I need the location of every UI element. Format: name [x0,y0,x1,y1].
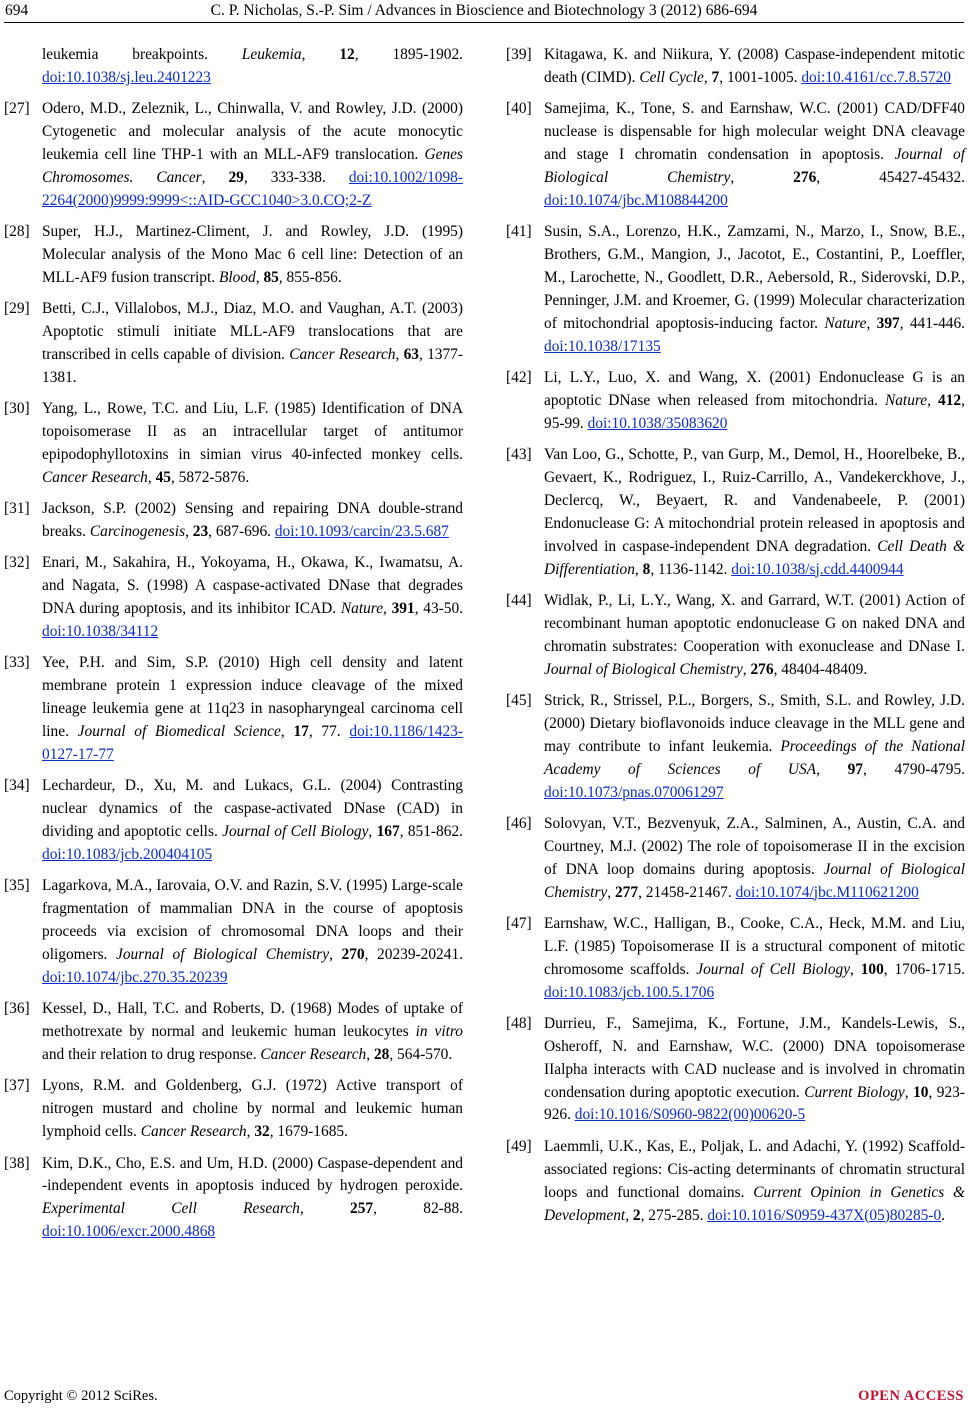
reference-text [42,652,463,767]
reference-text [42,298,463,390]
reference-text [544,590,965,682]
volume-number: 276 [750,660,774,678]
journal-title: Nature [340,600,384,618]
reference-item [4,221,463,290]
volume-number: 23 [192,523,209,541]
citation-text: , [185,523,193,541]
citation-text: , [201,168,229,186]
doi-link[interactable]: doi:10.1038/sj.cdd.4400944 [731,560,904,578]
reference-item [506,1136,965,1228]
citation-text: , 4790-4795. [862,760,965,778]
citation-text: , [625,1206,633,1224]
citation-text: , 77. [308,723,350,741]
journal-title: Cancer Research [289,346,396,364]
volume-number: 2 [632,1206,641,1224]
citation-text: Enari, M., Sakahira, H., Yokoyama, H., Okawa, K., Iwamatsu, A. and Nagata, S. (1998) A caspase-activated DNase that degrades DNA during apoptosis, and its inhibitor ICAD. [42,554,463,618]
citation-text: , 851-862. [399,823,463,841]
journal-title: Experimental Cell Research [42,1200,300,1218]
reference-item [4,1153,463,1245]
citation-text: Widlak, P., Li, L.Y., Wang, X. and Garrard, W.T. (2001) Action of recombinant human apoptotic endonuclease G on naked DNA and chromatin substrates: Cooperation with exonuclease and DNase I. [544,591,965,655]
reference-item [506,690,965,805]
reference-number: [31] [4,500,30,518]
reference-text [544,44,965,90]
citation-text: , [850,960,861,978]
volume-number: 397 [876,314,900,332]
citation-text: , [255,268,264,286]
doi-link[interactable]: doi:10.1038/34112 [42,623,159,641]
reference-number: [33] [4,654,30,672]
doi-link[interactable]: doi:10.1016/S0960-9822(00)00620-5 [574,1106,806,1124]
doi-link[interactable]: doi:10.1038/sj.leu.2401223 [42,68,211,86]
reference-number: [45] [506,691,532,709]
doi-link[interactable]: doi:10.1006/excr.2000.4868 [42,1223,216,1241]
citation-text: , [280,723,294,741]
citation-text: , 564-570. [389,1046,453,1064]
journal-title: Journal of Biological Chemistry [544,146,965,186]
volume-number: 8 [642,560,651,578]
citation-text: , [904,1083,914,1101]
citation-text: Durrieu, F., Samejima, K., Fortune, J.M., Kandels-Lewis, S., Osheroff, N. and Earnshaw, W.C. (2000) DNA topoisomerase IIalpha interacts with CAD nuclease and is involved in chromatin condensation during apoptotic execution. [544,1014,965,1101]
reference-text [42,1075,463,1144]
citation-text: , 1706-1715. [883,960,965,978]
reference-number: [27] [4,100,30,118]
citation-text: , 923-926. [544,1083,965,1124]
citation-text: , 1377-1381. [42,346,463,386]
doi-link[interactable]: doi:10.4161/cc.7.8.5720 [801,68,951,86]
doi-link[interactable]: doi:10.1083/jcb.200404105 [42,846,213,864]
citation-text: Lechardeur, D., Xu, M. and Lukacs, G.L. (2004) Contrasting nuclear dynamics of the caspase-activated DNase (CAD) in dividing and apoptotic cells. [42,777,463,841]
volume-number: 17 [293,723,309,741]
doi-link[interactable]: doi:10.1073/pnas.070061297 [544,783,724,801]
page-number: 694 [5,2,29,19]
copyright-notice: Copyright © 2012 SciRes. [4,1388,158,1404]
reference-item [4,875,463,990]
citation-text: , 687-696. [208,523,275,541]
citation-text: Kitagawa, K. and Niikura, Y. (2008) Caspase-independent mitotic death (CIMD). [544,46,965,86]
reference-number: [36] [4,1000,30,1018]
journal-title: Cancer Research [260,1046,367,1064]
reference-number: [35] [4,877,30,895]
reference-item [4,775,463,867]
citation-text: Odero, M.D., Zeleznik, L., Chinwalla, V. and Rowley, J.D. (2000) Cytogenetic and molecular analysis of the acute monocytic leukemia cell line THP-1 with an MLL-AF9 translocation. [42,100,463,164]
reference-text [544,913,965,1005]
reference-text [42,775,463,867]
doi-link[interactable]: doi:10.1038/35083620 [587,414,728,432]
citation-text: Laemmli, U.K., Kas, E., Poljak, L. and Adachi, Y. (1992) Scaffold-associated regions: Cis-acting determinants of chromatin structural loops and functional domains. [544,1137,965,1201]
citation-text: Susin, S.A., Lorenzo, H.K., Zamzami, N., Marzo, I., Snow, B.E., Brothers, G.M., Mangion, J., Jacotot, E., Costantini, P., Loeffler, M., Larochette, N., Goodlett, D.R., Aebersold, R., Siderovski, D.P., Penninger, J.M. and Kroemer, G. (1999) Molecular characterization of mitochondrial apoptosis-inducing factor. [544,223,965,332]
references-left-column [4,44,463,1253]
open-access-label: OPEN ACCESS [858,1388,964,1404]
volume-number: 270 [341,946,365,964]
volume-number: 32 [254,1123,270,1141]
volume-number: 97 [847,760,863,778]
volume-number: 276 [793,168,817,186]
citation-text: , [816,760,848,778]
citation-text: , [301,46,340,63]
citation-text: Samejima, K., Tone, S. and Earnshaw, W.C. (2001) CAD/DFF40 nuclease is dispensable for high molecular weight DNA cleavage and stage I chromatin condensation in apoptosis. [544,100,965,164]
doi-link[interactable]: doi:10.1074/jbc.M110621200 [735,883,919,901]
citation-text: , 275-285. [640,1206,708,1224]
journal-title: Cell Cycle [639,68,704,86]
citation-text: , [246,1123,255,1141]
citation-text: , 82-88. [373,1200,464,1218]
reference-text [544,98,965,213]
reference-number: [40] [506,100,532,118]
volume-number: 63 [403,346,419,364]
doi-link[interactable]: doi:10.1093/carcin/23.5.687 [274,523,449,541]
citation-text: , [634,560,643,578]
citation-text: , 855-856. [278,268,342,286]
reference-item [506,590,965,682]
citation-text: , [866,314,877,332]
citation-text: , 5872-5876. [170,468,250,486]
reference-number: [49] [506,1137,532,1155]
volume-number: 7 [711,68,720,86]
doi-link[interactable]: doi:10.1002/1098-2264(2000)9999:9999<::AID-GCC1040>3.0.CO;2-Z [42,168,463,209]
volume-number: 277 [614,883,639,901]
journal-title: Journal of Biomedical Science [77,723,281,741]
doi-link[interactable]: doi:10.1186/1423-0127-17-77 [42,723,463,764]
citation-text: , 21458-21467. [638,883,736,901]
citation-text: , [742,660,751,678]
journal-title: Proceedings of the National Academy of Sciences of USA [544,737,965,778]
journal-title: Blood [218,268,256,286]
reference-number: [43] [506,446,532,464]
citation-text: , [395,346,404,364]
reference-number: [29] [4,300,30,318]
citation-text: Jackson, S.P. (2002) Sensing and repairing DNA double-strand breaks. [42,500,463,541]
reference-text [42,498,463,544]
citation-text: , [927,391,939,409]
reference-item [4,998,463,1067]
reference-text [544,1013,965,1128]
citation-text: , 43-50. [414,600,464,618]
journal-title: Journal of Biological Chemistry [544,860,965,901]
citation-text: Yee, P.H. and Sim, S.P. (2010) High cell density and latent membrane protein 1 expression induce cleavage of the mixed lineage leukemia gene at 11q23 in nasopharyngeal carcinoma cell line. [42,654,463,741]
doi-link[interactable]: doi:10.1074/jbc.M108844200 [544,191,728,209]
journal-title: Cell Death & Differentiation [544,537,965,578]
reference-text [544,221,965,358]
citation-text: Kim, D.K., Cho, E.S. and Um, H.D. (2000) Caspase-dependent and -independent events in apoptosis induced by hydrogen peroxide. [42,1154,463,1195]
volume-number: 85 [263,268,279,286]
citation-text: , 48404-48409. [773,660,868,678]
citation-text: Lyons, R.M. and Goldenberg, G.J. (1972) Active transport of nitrogen mustard and choline by normal and leukemic human lymphoid cells. [42,1077,463,1141]
citation-text: , [366,1046,374,1064]
citation-text: , 1001-1005. [719,68,802,86]
journal-title: Journal of Biological Chemistry [544,660,743,678]
citation-text: Yang, L., Rowe, T.C. and Liu, L.F. (1985) Identification of DNA topoisomerase II as an intracellular target of antitumor epipodophyllotoxins in simian virus 40-infected monkey cells. [42,400,463,464]
journal-title: Current Biology [804,1083,905,1101]
reference-text [544,813,965,905]
citation-text: , [703,68,712,86]
reference-item [506,98,965,213]
citation-text: , 20239-20241. [364,946,463,964]
journal-title: Current Opinion in Genetics & Development [544,1183,965,1224]
citation-text: and their relation to drug response. [42,1046,261,1064]
reference-number: [32] [4,554,30,572]
journal-title: Nature [884,391,928,409]
journal-title: Journal of Cell Biology [696,960,851,978]
citation-text: , [730,168,794,186]
reference-item [506,1013,965,1128]
volume-number: 391 [391,600,415,618]
citation-text: , [329,946,342,964]
citation-text: , [607,883,615,901]
volume-number: 28 [373,1046,390,1064]
volume-number: 412 [938,391,962,409]
journal-title: Genes Chromosomes. Cancer [42,146,463,186]
citation-text: Kessel, D., Hall, T.C. and Roberts, D. (1968) Modes of uptake of methotrexate by normal and leukemic human leukocytes [42,1000,463,1041]
reference-text [42,221,463,290]
reference-number: [44] [506,591,532,609]
citation-text: , 1136-1142. [650,560,732,578]
citation-text: , [368,823,377,841]
reference-item [4,1075,463,1144]
reference-item [4,44,463,90]
reference-item [506,367,965,436]
reference-text [544,690,965,805]
reference-item [4,652,463,767]
reference-text [544,367,965,436]
citation-text: Earnshaw, W.C., Halligan, B., Cooke, C.A., Heck, M.M. and Liu, L.F. (1985) Topoisomerase II is a structural component of mitotic chromosome scaffolds. [544,914,965,978]
reference-item [4,498,463,544]
reference-item [506,813,965,905]
reference-number: [41] [506,223,532,241]
journal-title: Cancer Research [140,1123,247,1141]
reference-item [506,913,965,1005]
doi-link[interactable]: doi:10.1074/jbc.270.35.20239 [42,969,228,987]
volume-number: 45 [155,468,171,486]
reference-text [42,552,463,644]
doi-link[interactable]: doi:10.1016/S0959-437X(05)80285-0 [707,1206,942,1224]
running-title: C. P. Nicholas, S.-P. Sim / Advances in Bioscience and Biotechnology 3 (2012) 686-694 [210,2,758,19]
reference-number: [48] [506,1014,532,1032]
volume-number: 12 [339,46,355,63]
reference-text [42,44,463,90]
journal-title: Cancer Research [42,468,148,486]
reference-number: [30] [4,400,30,418]
reference-number: [38] [4,1154,30,1172]
reference-number: [34] [4,777,30,795]
citation-text: , 45427-45432. [816,168,966,186]
reference-text [42,398,463,490]
journal-title: Journal of Cell Biology [222,823,369,841]
volume-number: 167 [376,823,400,841]
reference-text [42,1153,463,1245]
reference-number: [28] [4,223,30,241]
journal-title: in vitro [415,1023,463,1041]
citation-text: , [383,600,392,618]
citation-text: , 1679-1685. [269,1123,348,1141]
references-right-column [506,44,965,1236]
citation-text: , 95-99. [544,391,965,432]
reference-number: [39] [506,46,532,63]
reference-item [506,44,965,90]
citation-text: , 441-446. [899,314,966,332]
journal-title: Leukemia [241,46,302,63]
reference-text [42,998,463,1067]
reference-item [4,298,463,390]
citation-text: Betti, C.J., Villalobos, M.J., Diaz, M.O. and Vaughan, A.T. (2003) Apoptotic stimuli initiate MLL-AF9 translocations that are transcribed in cells capable of division. [42,300,463,364]
journal-title: Nature [824,314,867,332]
citation-text: Strick, R., Strissel, P.L., Borgers, S., Smith, S.L. and Rowley, J.D. (2000) Dietary bioflavonoids induce cleavage in the MLL gene and may contribute to infant leukemia. [544,691,965,755]
citation-text: , [299,1200,351,1218]
journal-title: Journal of Biological Chemistry [116,946,330,964]
reference-item [4,398,463,490]
citation-text: Van Loo, G., Schotte, P., van Gurp, M., Demol, H., Hoorelbeke, B., Gevaert, K., Rodriguez, I., Ruiz-Carrillo, A., Vandekerckhove, J., Declercq, W., Beyaert, R. and Vandenabeele, P. (2001) Endonuclease G: A mitochondrial protein released in apoptosis and involved in caspase-independent DNA degradation. [544,446,965,555]
reference-item [506,444,965,581]
volume-number: 100 [860,960,884,978]
citation-text: Super, H.J., Martinez-Climent, J. and Rowley, J.D. (1995) Molecular analysis of the Mono Mac 6 cell line: Detection of an MLL-AF9 fusion transcript. [42,223,463,286]
reference-number: [42] [506,368,532,386]
reference-item [4,98,463,213]
journal-title: Carcinogenesis [89,523,186,541]
citation-text: leukemia breakpoints. [42,46,242,63]
citation-text: , 1895-1902. [354,46,463,63]
citation-text: , 333-338. [243,168,349,186]
reference-item [506,221,965,358]
volume-number: 257 [350,1200,374,1218]
reference-text [42,98,463,213]
doi-link[interactable]: doi:10.1083/jcb.100.5.1706 [544,983,715,1001]
citation-text: Solovyan, V.T., Bezvenyuk, Z.A., Salminen, A., Austin, C.A. and Courtney, M.J. (2002) The role of topoisomerase II in the excision of DNA loop domains during apoptosis. [544,814,965,878]
reference-number: [46] [506,814,532,832]
citation-text: Li, L.Y., Luo, X. and Wang, X. (2001) Endonuclease G is an apoptotic DNase when released from mitochondria. [544,368,965,409]
citation-text: Lagarkova, M.A., Iarovaia, O.V. and Razin, S.V. (1995) Large-scale fragmentation of mammalian DNA in the course of apoptosis proceeds via excision of chromosomal DNA loops and their oligomers. [42,877,463,964]
doi-link[interactable]: doi:10.1038/17135 [544,337,661,355]
reference-item [4,552,463,644]
reference-number: [47] [506,914,532,932]
volume-number: 29 [228,168,244,186]
reference-text [544,1136,965,1228]
reference-text [544,444,965,581]
volume-number: 10 [913,1083,929,1101]
citation-text: . [941,1206,946,1224]
reference-number: [37] [4,1077,30,1095]
reference-text [42,875,463,990]
header-rule [4,22,964,23]
citation-text: , [147,468,156,486]
